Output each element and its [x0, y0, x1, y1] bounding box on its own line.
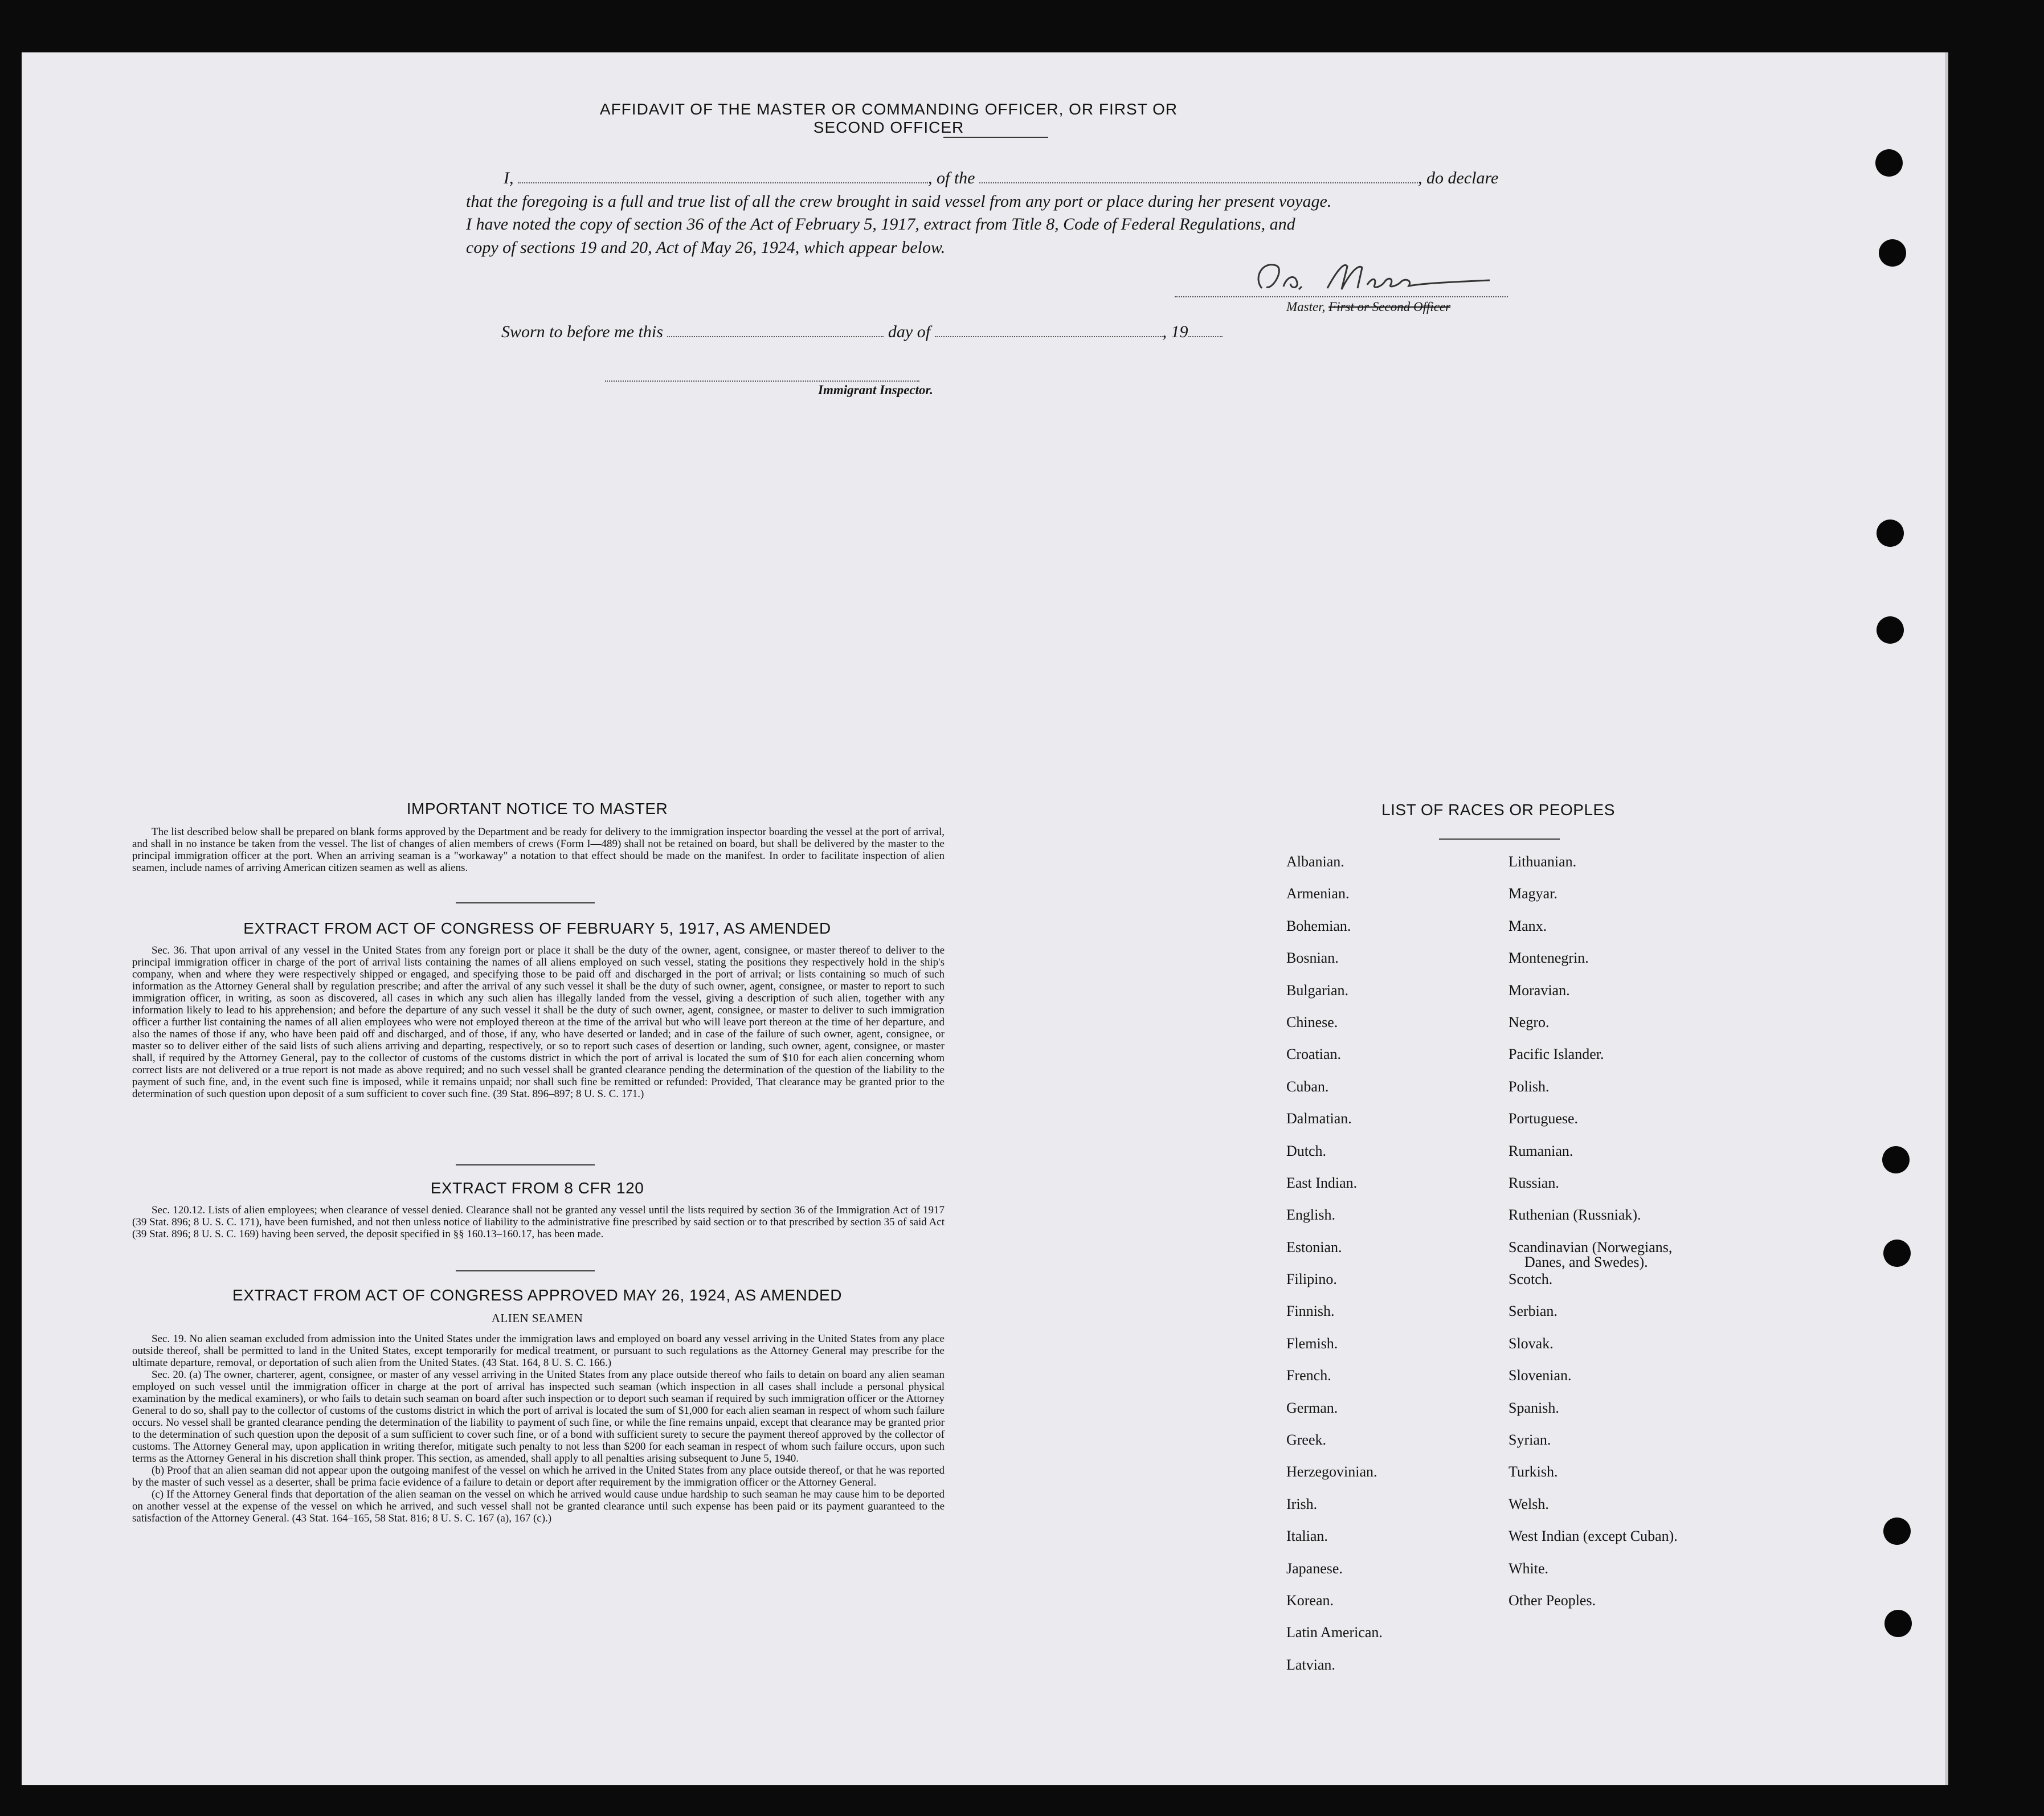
race-item: Bulgarian. — [1286, 981, 1349, 999]
punch-hole — [1884, 1610, 1912, 1637]
declare-label: , do declare — [1418, 169, 1499, 187]
race-item: Manx. — [1509, 917, 1547, 934]
affidavit-line-1 — [466, 169, 1537, 188]
punch-hole — [1875, 149, 1903, 177]
signature-line — [1175, 296, 1508, 297]
race-item: Welsh. — [1509, 1495, 1549, 1512]
race-item: Russian. — [1509, 1174, 1559, 1191]
notice-paragraph: The list described below shall be prepared on blank forms approved by the Department and be ready for delivery to the immigration inspector boarding the vessel at the port of arrival, and shall in no instance be taken from the vessel. The list of changes of alien members of crews (Form I—489) shall not be retained on board, but shall be delivered by the master to the principal immigration officer at the port. When an arriving seaman is a "workaway" a notation to that effect should be made on the manifest. In order to facilitate inspection of alien seamen, include names of arriving American citizen seamen as well as aliens. — [132, 826, 945, 874]
race-item: Montenegrin. — [1509, 950, 1589, 967]
race-item: German. — [1286, 1399, 1338, 1416]
affidavit-line-4: copy of sections 19 and 20, Act of May 26, 1924, which appear below. — [466, 238, 946, 257]
race-item: Italian. — [1286, 1528, 1328, 1545]
race-item: Other Peoples. — [1509, 1592, 1596, 1609]
signature-caption — [1286, 300, 1450, 314]
section-rule — [456, 902, 595, 903]
extract-1917-text — [132, 944, 945, 1100]
race-item: Negro. — [1509, 1013, 1550, 1030]
race-item: Serbian. — [1509, 1303, 1557, 1320]
sworn-year-field[interactable] — [1188, 324, 1223, 337]
races-title-rule — [1439, 839, 1560, 840]
section-rule — [456, 1164, 595, 1165]
race-item: Syrian. — [1509, 1431, 1551, 1449]
declarant-name-field[interactable] — [518, 170, 928, 183]
punch-hole — [1877, 616, 1904, 644]
race-item: White. — [1509, 1560, 1549, 1577]
affidavit-line-2: that the foregoing is a full and true list of all the crew brought in said vessel from any port or place during her present voyage. — [466, 192, 1332, 211]
punch-hole — [1877, 520, 1904, 547]
race-item: Ruthenian (Russniak). — [1509, 1206, 1641, 1224]
race-item: Dutch. — [1286, 1142, 1327, 1159]
extract-1917-title: EXTRACT FROM ACT OF CONGRESS OF FEBRUARY 5, 1917, AS AMENDED — [243, 919, 831, 937]
race-item: Korean. — [1286, 1592, 1334, 1609]
race-item: Chinese. — [1286, 1013, 1338, 1030]
race-item: Croatian. — [1286, 1046, 1342, 1063]
race-item: Irish. — [1286, 1495, 1318, 1512]
sec-120-paragraph: Sec. 120.12. Lists of alien employees; when clearance of vessel denied. Clearance shall not be granted any vessel until the lists required by section 36 of the Immigration Act of 1917 (39 Stat. 896; 8 U. S. C. 171), have been furnished, and not then unless notice of liability to the administrative fine prescribed by said section or to that prescribed by section 35 of said Act (39 Stat. 896; 8 U. S. C. 169) having been served, the deposit specified in §§ 160.13–160.17, has been made. — [132, 1204, 945, 1240]
race-item: Filipino. — [1286, 1271, 1337, 1288]
race-item: Armenian. — [1286, 885, 1350, 902]
race-item: Polish. — [1509, 1078, 1550, 1095]
punch-hole — [1879, 239, 1906, 267]
title-rule — [943, 137, 1048, 138]
race-item: Bosnian. — [1286, 950, 1339, 967]
sworn-line — [501, 322, 1223, 342]
notice-title: IMPORTANT NOTICE TO MASTER — [406, 800, 668, 817]
sec-36-paragraph: Sec. 36. That upon arrival of any vessel in the United States from any foreign port or place it shall be the duty of the owner, agent, consignee, or master thereof to deliver to the principal immigration officer in charge of the port of arrival lists containing the names of all aliens employed on such vessel, stating the positions they respectively hold in the ship's company, when and where they were respectively shipped or engaged, and specifying those to be paid off and discharged in the port of arrival; or lists containing so much of such information as the Attorney General shall by regulation prescribe; and after the arrival of any such vessel it shall be the duty of such owner, agent, consignee, or master to report to such immigration officer, in writing, as soon as discovered, all cases in which any such alien has illegally landed from the vessel, giving a description of such alien, together with any information likely to lead to his apprehension; and before the departure of any such vessel it shall be the duty of such owner, agent, consignee, or master to deliver to such immigration officer a further list containing the names of all alien employees who were not employed thereon at the time of the arrival but who will leave port thereon at the time of her departure, and also the names of those if any, who have been paid off and discharged, and of those, if any, who have deserted or landed; and in case of the failure of such owner, agent, consignee, or master so to deliver either of the said lists of such aliens arriving and departing, respectively, or so to report such cases of desertion or landing, such owner, agent, consignee, or master shall, if required by the Attorney General, pay to the collector of customs of the customs district in which the port of arrival is located the sum of $10 for each alien concerning whom correct lists are not delivered or a true report is not made as above required; and no such vessel shall be granted clearance pending the determination of the question of the liability to the payment of such fine, and, in the event such fine is imposed, while it remains unpaid; nor shall such fine be remitted or refunded: Provided, That clearance may be granted prior to the determination of such question upon deposit of a sum sufficient to cover such fine. (39 Stat. 896–897; 8 U. S. C. 171.) — [132, 944, 945, 1100]
master-signature — [1250, 255, 1501, 301]
sworn-label: Sworn to before me this — [501, 322, 663, 341]
section-rule — [456, 1270, 595, 1271]
race-item: Pacific Islander. — [1509, 1046, 1604, 1063]
page-edge — [1945, 52, 1948, 1785]
vessel-name-field[interactable] — [979, 170, 1418, 183]
race-item: Herzegovinian. — [1286, 1463, 1377, 1480]
race-item: Spanish. — [1509, 1399, 1559, 1416]
race-item: Latvian. — [1286, 1656, 1335, 1673]
race-item: Magyar. — [1509, 885, 1557, 902]
extract-1924-text — [132, 1333, 945, 1524]
declarant-label: I, — [504, 169, 514, 187]
caption-struck-officer: First or Second Officer — [1328, 300, 1451, 314]
race-item: Flemish. — [1286, 1335, 1338, 1352]
race-item: Estonian. — [1286, 1238, 1342, 1255]
sworn-month-field[interactable] — [935, 324, 1163, 337]
inspector-signature-line — [605, 381, 919, 382]
race-item: French. — [1286, 1367, 1331, 1384]
race-item: Moravian. — [1509, 981, 1570, 999]
race-item: East Indian. — [1286, 1174, 1358, 1191]
race-item: Slovak. — [1509, 1335, 1554, 1352]
race-item: Bohemian. — [1286, 917, 1351, 934]
affidavit-line-3: I have noted the copy of section 36 of the Act of February 5, 1917, extract from Title 8, Code of Federal Regulations, and — [466, 215, 1295, 234]
extract-1924-title: EXTRACT FROM ACT OF CONGRESS APPROVED MAY 26, 1924, AS AMENDED — [232, 1286, 842, 1304]
extract-cfr-title: EXTRACT FROM 8 CFR 120 — [430, 1179, 644, 1197]
race-item: West Indian (except Cuban). — [1509, 1528, 1678, 1545]
races-right-column — [1509, 853, 1678, 1624]
race-item: Portuguese. — [1509, 1110, 1579, 1127]
race-item: Turkish. — [1509, 1463, 1558, 1480]
affidavit-title: AFFIDAVIT OF THE MASTER OR COMMANDING OFFICER, OR FIRST OR SECOND OFFICER — [599, 100, 1178, 136]
punch-hole — [1883, 1518, 1911, 1545]
race-item: Latin American. — [1286, 1624, 1383, 1641]
notice-text — [132, 826, 945, 874]
sec-19-paragraph: Sec. 19. No alien seaman excluded from admission into the United States under the immigration laws and employed on board any vessel arriving in the United States from any place outside thereof, shall be permitted to land in the United States, except temporarily for medical treatment, or pursuant to such regulations as the Attorney General may prescribe for the ultimate departure, removal, or deportation of such alien from the United States. (43 Stat. 164, 8 U. S. C. 166.) — [132, 1333, 945, 1369]
race-item: Dalmatian. — [1286, 1110, 1352, 1127]
race-item: Japanese. — [1286, 1560, 1343, 1577]
vessel-label: , of the — [928, 169, 975, 187]
races-title: LIST OF RACES OR PEOPLES — [1381, 801, 1615, 819]
sworn-year-label: , 19 — [1162, 322, 1188, 341]
races-left-column — [1286, 853, 1383, 1688]
extract-cfr-text — [132, 1204, 945, 1240]
race-item: Cuban. — [1286, 1078, 1329, 1095]
sec-20b-paragraph: (b) Proof that an alien seaman did not appear upon the outgoing manifest of the vessel on which he arrived in the United States from any place outside thereof, or that he was reported by the master of such vessel as a deserter, shall be prima facie evidence of a failure to detain or deport after requirement by the immigration officer or the Attorney General. — [132, 1465, 945, 1488]
race-item: Scandinavian (Norwegians, — [1509, 1238, 1673, 1255]
sec-20c-paragraph: (c) If the Attorney General finds that deportation of the alien seaman on the vessel on which he arrived would cause undue hardship to such seaman he may cause him to be deported on another vessel at the expense of the vessel on which he arrived, and such vessel shall not be granted clearance until such expense has been paid or its payment guaranteed to the satisfaction of the Attorney General. (43 Stat. 164–165, 58 Stat. 816; 8 U. S. C. 167 (a), 167 (c).) — [132, 1488, 945, 1524]
race-item: Scotch. — [1509, 1271, 1553, 1288]
race-item: Lithuanian. — [1509, 853, 1577, 870]
punch-hole — [1882, 1146, 1910, 1173]
punch-hole — [1883, 1240, 1911, 1267]
race-item: Danes, and Swedes). — [1524, 1253, 1648, 1270]
sworn-month-label: day of — [888, 322, 931, 341]
race-item: Slovenian. — [1509, 1367, 1572, 1384]
sworn-day-field[interactable] — [667, 324, 884, 337]
inspector-caption: Immigrant Inspector. — [818, 383, 933, 397]
race-item: Albanian. — [1286, 853, 1344, 870]
caption-master: Master, — [1286, 300, 1326, 314]
race-item: English. — [1286, 1206, 1335, 1224]
sec-20a-paragraph: Sec. 20. (a) The owner, charterer, agent, consignee, or master of any vessel arriving in the United States from any place outside thereof who fails to detain on board any alien seaman employed on such vessel until the immigration officer in charge at the port of arrival has inspected such seaman (which inspection in all cases shall include a personal physical examination by the medical examiners), or who fails to detain such seaman on board after such inspection or to deport such seaman if required by such immigration officer or the Attorney General to do so, shall pay to the collector of customs of the customs district in which the port of arrival is located the sum of $1,000 for each alien seaman in respect of whom such failure occurs. No vessel shall be granted clearance pending the determination of the liability to payment of such fine, or while the fine remains unpaid, except that clearance may be granted prior to the determination of such question upon the deposit of a sum sufficient to cover such fine, or of a bond with sufficient surety to secure the payment thereof approved by the collector of customs. The Attorney General may, upon application in writing therefor, mitigate such penalty to not less than $200 for each seaman in respect of whom such failure occurs, upon such terms as the Attorney General in his discretion shall think proper. This section, as amended, shall apply to all penalties arising subsequent to June 5, 1940. — [132, 1369, 945, 1465]
race-item: Rumanian. — [1509, 1142, 1573, 1159]
race-item: Greek. — [1286, 1431, 1327, 1449]
extract-1924-subtitle: ALIEN SEAMEN — [491, 1311, 583, 1325]
race-item: Finnish. — [1286, 1303, 1335, 1320]
